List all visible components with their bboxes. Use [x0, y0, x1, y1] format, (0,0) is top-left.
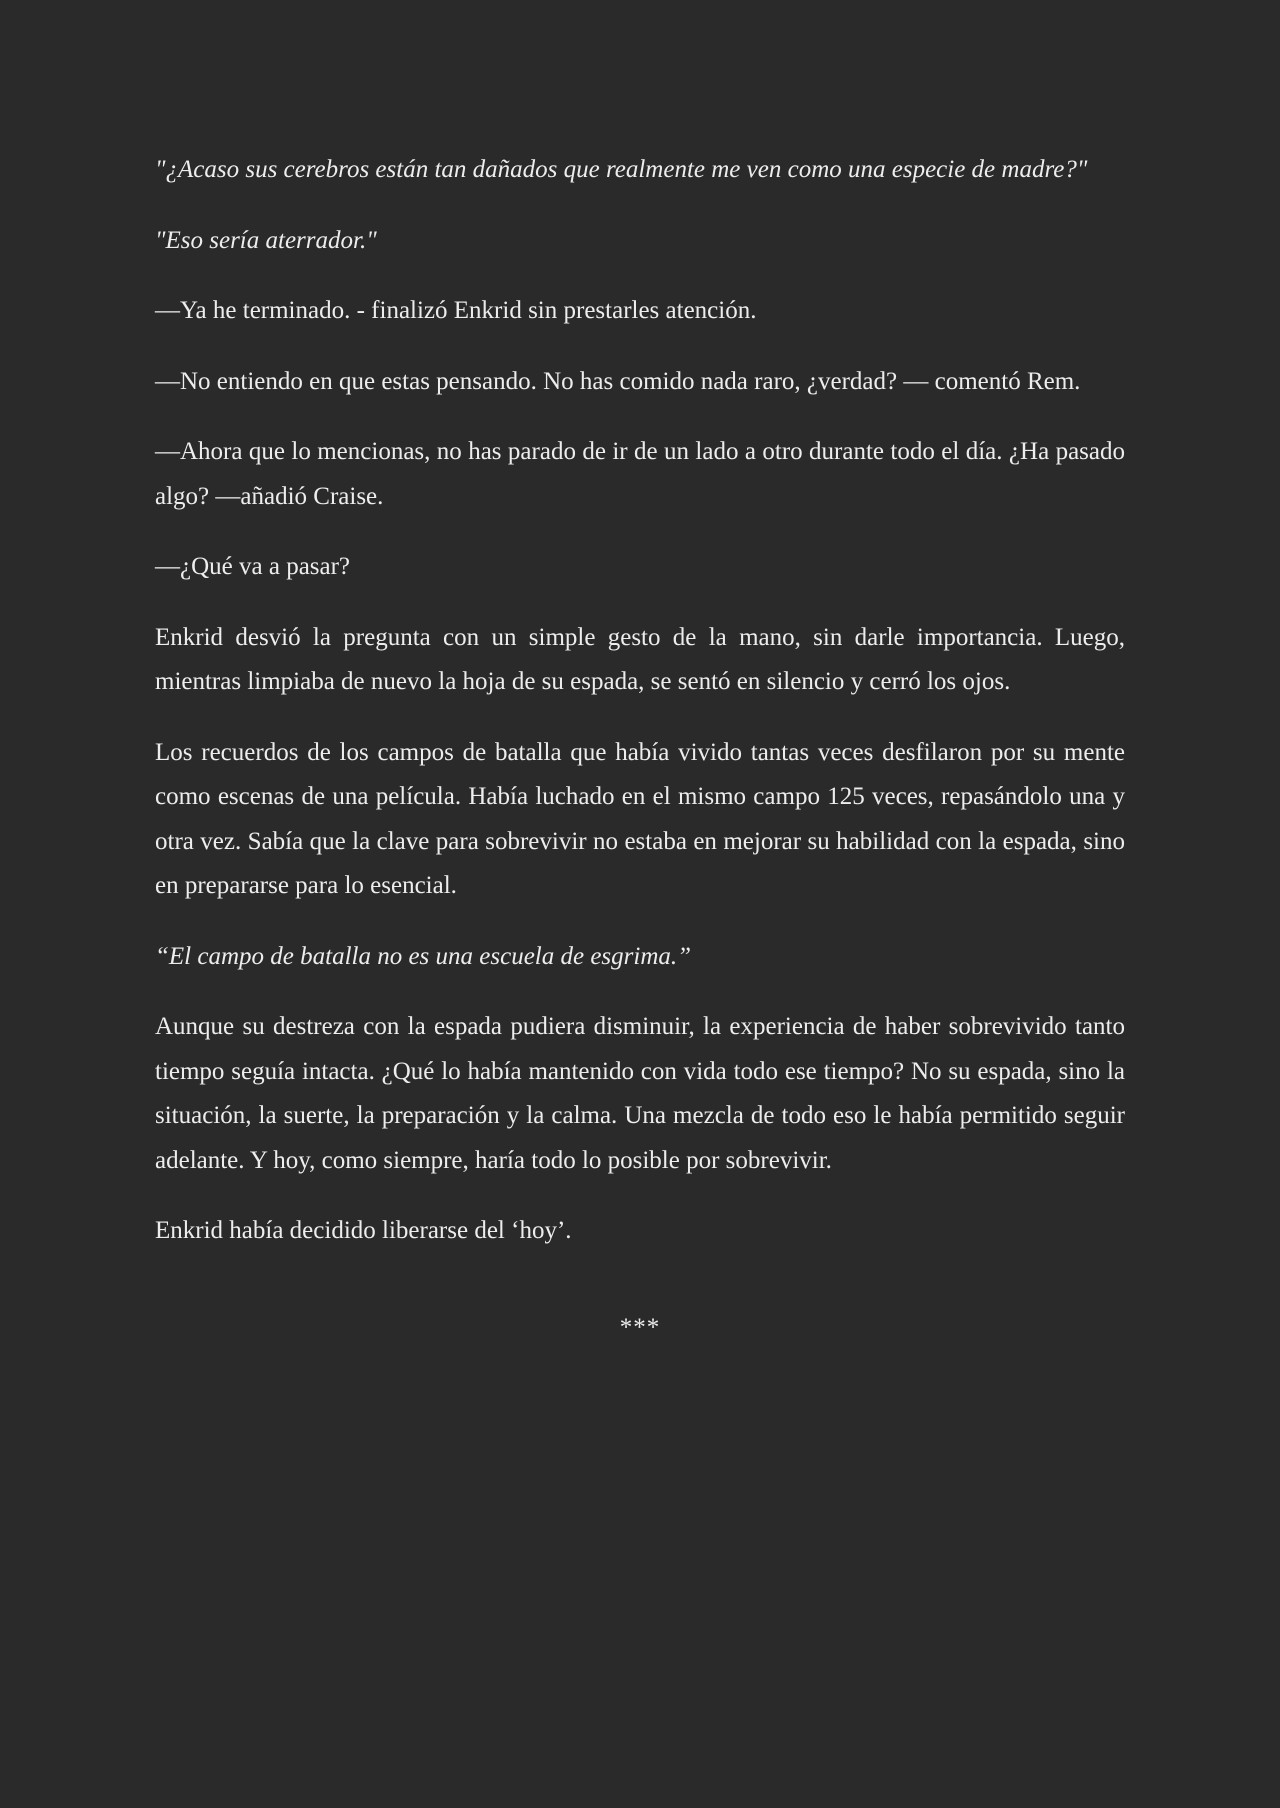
- narrative-paragraph: Aunque su destreza con la espada pudiera disminuir, la experiencia de haber sobrevivido tanto tiempo seguía intacta. ¿Qué lo había mantenido con vida todo ese tiempo? No su espada, sino la situación, la suerte, la preparación y la calma. Una mezcla de todo eso le había permitido seguir adelante. Y hoy, como siempre, haría todo lo posible por sobrevivir.: [155, 1013, 1125, 1174]
- dialogue-paragraph: —¿Qué va a pasar?: [155, 553, 351, 580]
- dialogue-paragraph: "¿Acaso sus cerebros están tan dañados que realmente me ven como una especie de madre?": [155, 156, 1088, 183]
- dialogue-paragraph: "Eso sería aterrador.": [155, 226, 377, 254]
- narrative-paragraph: Enkrid desvió la pregunta con un simple gesto de la mano, sin darle importancia. Luego, mientras limpiaba de nuevo la hoja de su espada, se sentó en silencio y cerró los ojos.: [155, 623, 1125, 695]
- quote-paragraph: “El campo de batalla no es una escuela de esgrima.”: [155, 942, 692, 970]
- dialogue-paragraph: —Ya he terminado. - finalizó Enkrid sin prestarles atención.: [155, 297, 757, 324]
- dialogue-paragraph: —No entiendo en que estas pensando. No has comido nada raro, ¿verdad? — comentó Rem.: [155, 367, 1081, 395]
- narrative-paragraph: Enkrid había decidido liberarse del ‘hoy’.: [155, 1217, 572, 1244]
- dialogue-paragraph: —Ahora que lo mencionas, no has parado de ir de un lado a otro durante todo el día. ¿Ha pasado algo? —añadió Craise.: [155, 438, 1125, 510]
- reader-page: [155, 148, 1125, 1350]
- narrative-paragraph: Los recuerdos de los campos de batalla que había vivido tantas veces desfilaron por su mente como escenas de una película. Había luchado en el mismo campo 125 veces, repasándolo una y otra vez. Sabía que la clave para sobrevivir no estaba en mejorar su habilidad con la espada, sino en prepararse para lo esencial.: [155, 738, 1125, 899]
- section-separator: ***: [619, 1313, 661, 1341]
